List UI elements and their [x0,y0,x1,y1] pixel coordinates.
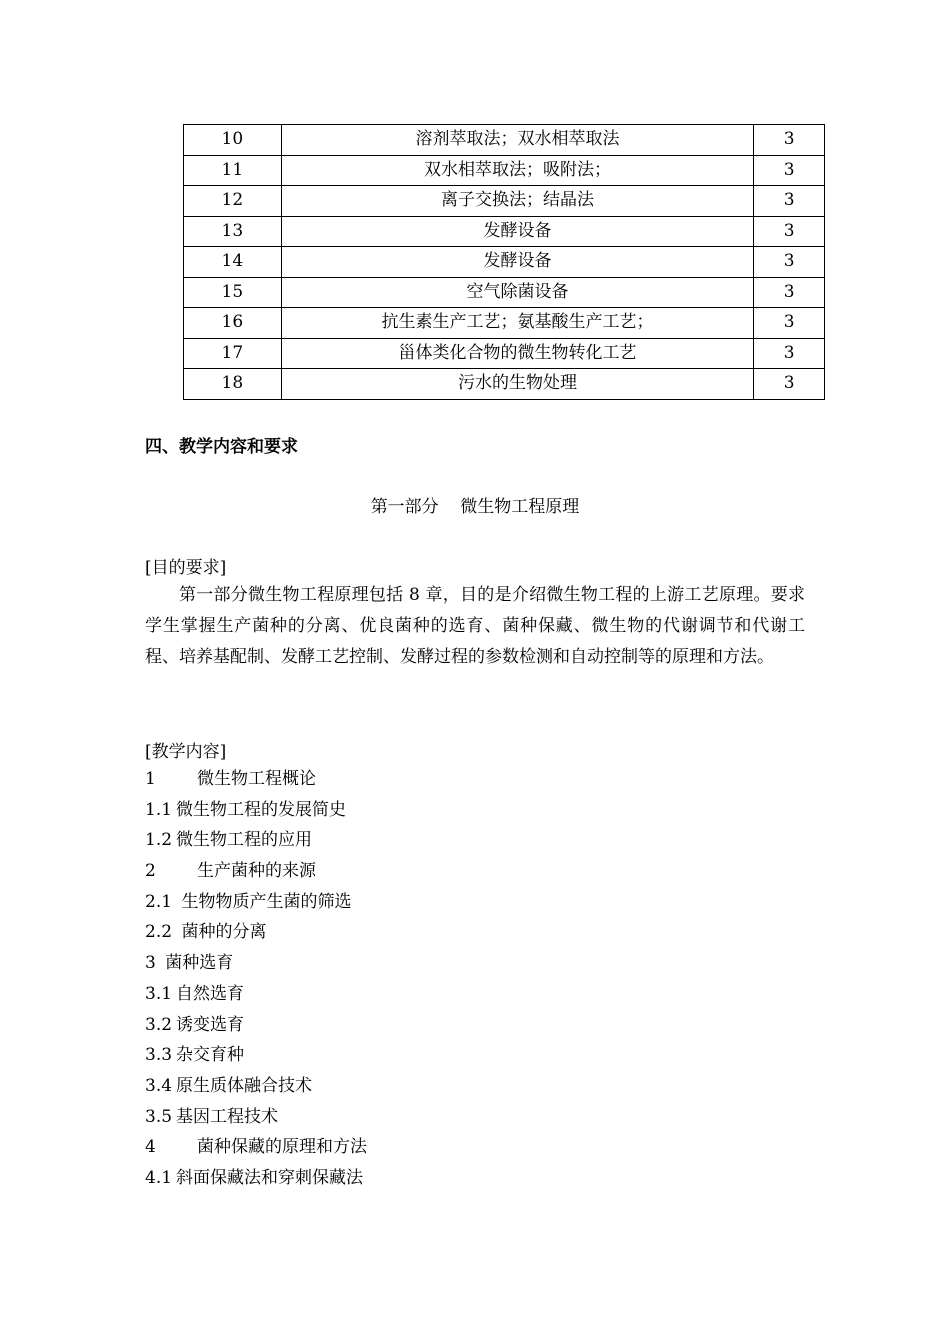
list-item [145,979,367,1010]
list-item-number: 4 [145,1137,156,1158]
list-item-number: 3 [145,953,156,974]
table-row [184,216,825,247]
list-item-text: 菌种的分离 [176,922,267,943]
lesson-number-cell: 10 [184,125,282,156]
table-row [184,277,825,308]
list-item-text: 微生物工程概论 [197,769,316,789]
lesson-topic-cell: 离子交换法；结晶法 [281,186,753,217]
list-item-text: 诱变选育 [176,1014,245,1035]
lesson-number-cell: 11 [184,155,282,186]
list-item-text: 生产菌种的来源 [197,861,316,882]
lesson-topic-cell: 抗生素生产工艺；氨基酸生产工艺； [281,308,753,339]
list-item-number: 2.1 [145,891,173,912]
lesson-topic-cell: 发酵设备 [281,247,753,278]
list-item-number: 1.1 [145,799,173,820]
list-item-text: 斜面保藏法和穿刺保藏法 [176,1167,364,1188]
list-item-text: 自然选育 [176,983,245,1004]
list-item [145,1163,367,1194]
lesson-hours-cell: 3 [754,308,825,339]
table-row [184,338,825,369]
list-item-number: 3.4 [145,1075,173,1096]
list-item-text: 微生物工程的应用 [176,830,313,851]
lesson-number-cell: 18 [184,369,282,400]
lesson-number-cell: 12 [184,186,282,217]
list-item-text: 微生物工程的发展简史 [176,799,347,820]
lesson-topic-cell: 发酵设备 [281,216,753,247]
table-row [184,155,825,186]
table-row [184,308,825,339]
table-row [184,247,825,278]
list-item-number: 3.3 [145,1045,173,1066]
lesson-hours-cell: 3 [754,277,825,308]
lesson-hours-cell: 3 [754,247,825,278]
lesson-hours-cell: 3 [754,125,825,156]
list-item [145,764,367,795]
schedule-table-body [184,125,825,400]
lesson-hours-cell: 3 [754,155,825,186]
content-label: [教学内容] [145,742,227,762]
schedule-table [183,124,825,400]
lesson-hours-cell: 3 [754,216,825,247]
list-item-number: 2 [145,861,156,882]
list-item-number: 1 [145,769,156,789]
lesson-topic-cell: 污水的生物处理 [281,369,753,400]
list-item [145,1132,367,1163]
list-item-number: 3.1 [145,983,173,1004]
section-heading: 四、教学内容和要求 [145,437,298,457]
list-item-text: 基因工程技术 [176,1106,279,1127]
list-item-number: 3.5 [145,1106,173,1127]
lesson-topic-cell: 空气除菌设备 [281,277,753,308]
list-item-text: 菌种保藏的原理和方法 [197,1137,367,1158]
list-item [145,1071,367,1102]
list-item [145,856,367,887]
list-item [145,1040,367,1071]
lesson-hours-cell: 3 [754,186,825,217]
list-item [145,948,367,979]
goal-paragraph: 第一部分微生物工程原理包括 8 章，目的是介绍微生物工程的上游工艺原理。要求学生掌握生产菌种的分离、优良菌种的选育、菌种保藏、微生物的代谢调节和代谢工程、培养基配制、发酵工艺控制、发酵过程的参数检测和自动控制等的原理和方法。 [145,585,805,667]
table-row [184,125,825,156]
list-item [145,825,367,856]
lesson-number-cell: 13 [184,216,282,247]
table-row [184,369,825,400]
lesson-topic-cell: 甾体类化合物的微生物转化工艺 [281,338,753,369]
table-row [184,186,825,217]
list-item-text: 菌种选育 [159,953,234,974]
lesson-number-cell: 14 [184,247,282,278]
list-item-text: 原生质体融合技术 [176,1075,313,1096]
list-item-number: 3.2 [145,1014,173,1035]
lesson-hours-cell: 3 [754,369,825,400]
list-item [145,795,367,826]
lesson-topic-cell: 双水相萃取法；吸附法； [281,155,753,186]
list-item-text: 杂交育种 [176,1045,245,1066]
lesson-topic-cell: 溶剂萃取法；双水相萃取法 [281,125,753,156]
goal-label: [目的要求] [145,558,227,578]
list-item-number: 2.2 [145,922,173,943]
content-list [145,764,367,1194]
list-item [145,887,367,918]
lesson-number-cell: 17 [184,338,282,369]
lesson-number-cell: 15 [184,277,282,308]
list-item [145,1102,367,1133]
list-item [145,1010,367,1041]
list-item [145,917,367,948]
list-item-text: 生物物质产生菌的筛选 [176,891,352,912]
list-item-number: 1.2 [145,830,173,851]
lesson-number-cell: 16 [184,308,282,339]
lesson-hours-cell: 3 [754,338,825,369]
list-item-number: 4.1 [145,1167,173,1188]
part-title: 第一部分 微生物工程原理 [370,497,580,517]
